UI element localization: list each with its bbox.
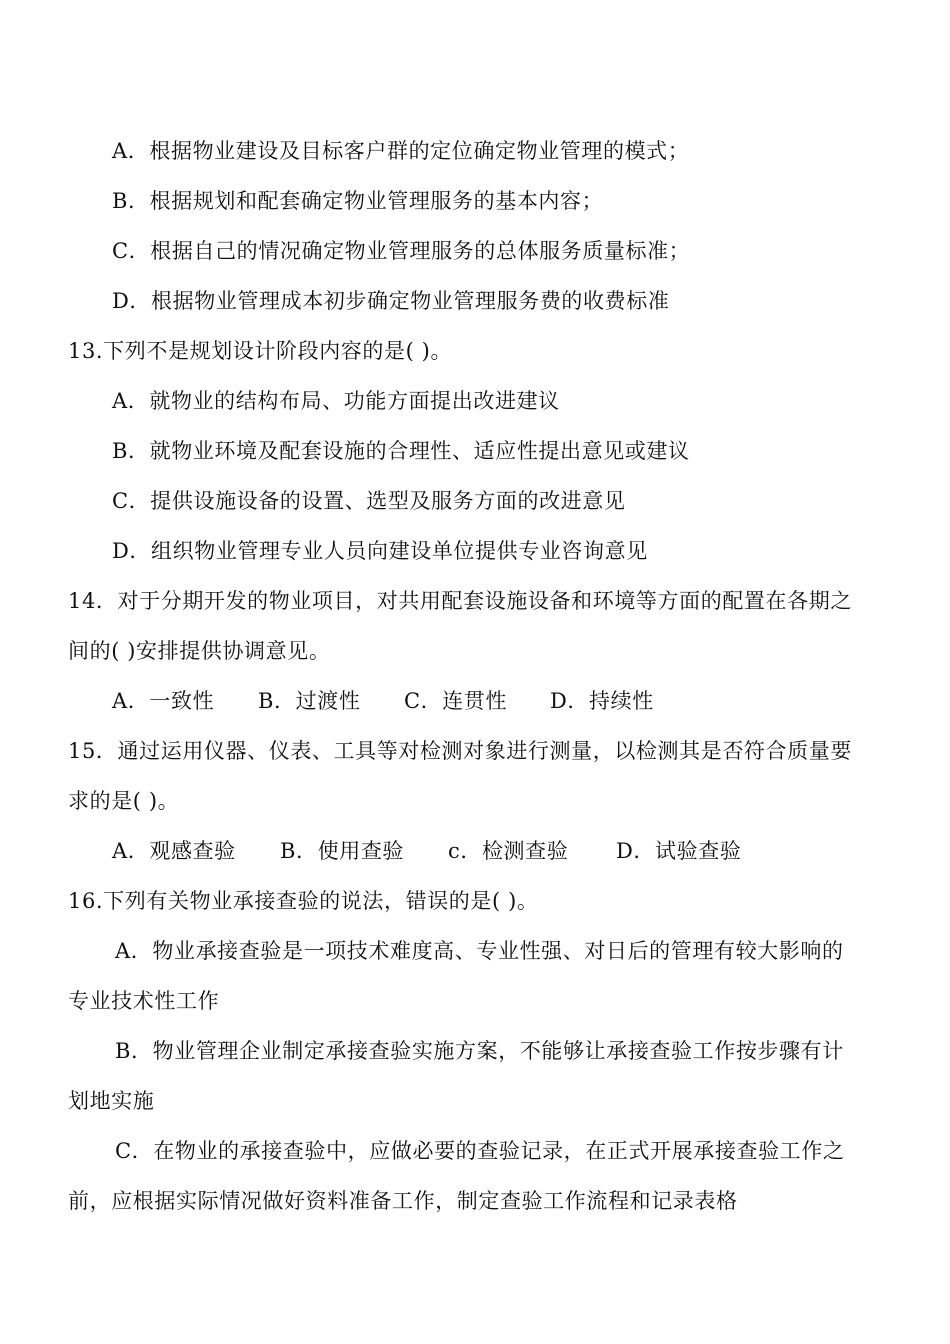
q15-stem-line2: 求的是( )。 xyxy=(68,789,180,813)
q13-option-a: A．就物业的结构布局、功能方面提出改进建议 xyxy=(112,389,560,413)
q16-option-a-line1: A．物业承接查验是一项技术难度高、专业性强、对日后的管理有较大影响的 xyxy=(115,939,844,963)
q16-option-c-line2: 前，应根据实际情况做好资料准备工作，制定查验工作流程和记录表格 xyxy=(68,1189,738,1213)
q13-option-b: B．就物业环境及配套设施的合理性、适应性提出意见或建议 xyxy=(112,439,690,463)
q14-option-c: C．连贯性 xyxy=(404,689,508,713)
q14-option-b: B．过渡性 xyxy=(258,689,361,713)
q14-option-d: D．持续性 xyxy=(550,689,654,713)
q15-options xyxy=(112,836,932,866)
q16-option-b-line1: B．物业管理企业制定承接查验实施方案，不能够让承接查验工作按步骤有计 xyxy=(115,1039,844,1063)
q14-option-a: A．一致性 xyxy=(112,689,215,713)
q16-option-a-line2: 专业技术性工作 xyxy=(68,989,220,1013)
q16-stem: 16.下列有关物业承接查验的说法，错误的是( )。 xyxy=(68,889,539,913)
q13-option-d: D．组织物业管理专业人员向建设单位提供专业咨询意见 xyxy=(112,539,648,563)
q16-option-b-line2: 划地实施 xyxy=(68,1089,155,1113)
q13-stem: 13.下列不是规划设计阶段内容的是( )。 xyxy=(68,339,453,363)
q15-option-d: D．试验查验 xyxy=(616,839,742,863)
q13-option-c: C．提供设施设备的设置、选型及服务方面的改进意见 xyxy=(112,489,626,513)
q15-stem-line1: 15．通过运用仪器、仪表、工具等对检测对象进行测量，以检测其是否符合质量要 xyxy=(68,739,852,763)
q14-stem-line2: 间的( )安排提供协调意见。 xyxy=(68,639,331,663)
q14-options xyxy=(112,686,932,716)
q12-option-a: A．根据物业建设及目标客户群的定位确定物业管理的模式； xyxy=(112,139,690,163)
q15-option-b: B．使用查验 xyxy=(280,839,405,863)
q12-option-b: B．根据规划和配套确定物业管理服务的基本内容； xyxy=(112,189,604,213)
q15-option-c: c．检测查验 xyxy=(448,839,569,863)
q12-option-c: C．根据自己的情况确定物业管理服务的总体服务质量标准； xyxy=(112,239,691,263)
q16-option-c-line1: C．在物业的承接查验中，应做必要的查验记录，在正式开展承接查验工作之 xyxy=(115,1139,845,1163)
q15-option-a: A．观感查验 xyxy=(112,839,236,863)
q14-stem-line1: 14．对于分期开发的物业项目，对共用配套设施设备和环境等方面的配置在各期之 xyxy=(68,589,852,613)
q12-option-d: D．根据物业管理成本初步确定物业管理服务费的收费标准 xyxy=(112,289,670,313)
